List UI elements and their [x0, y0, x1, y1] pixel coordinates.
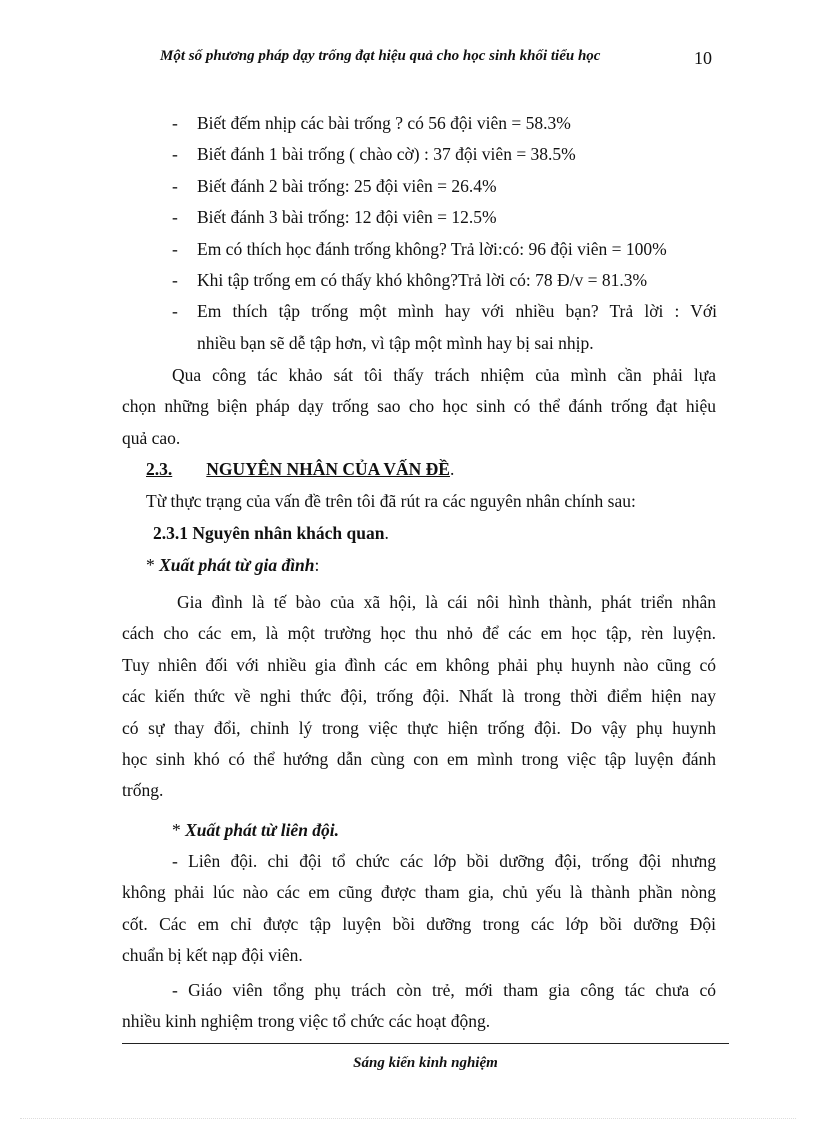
union-heading: * Xuất phát từ liên đội. [172, 820, 340, 840]
union-paragraph-2: - Giáo viên tổng phụ trách còn trẻ, mới tham gia công tác chưa có nhiều kinh nghiệm trong việc tổ chức các hoạt động. [122, 980, 716, 1032]
list-item-continuation: nhiều bạn sẽ dễ tập hơn, vì tập một mình hay bị sai nhịp. [197, 332, 594, 353]
list-item: - Em có thích học đánh trống không? Trả lời:có: 96 đội viên = 100% [172, 238, 667, 259]
family-heading: * Xuất phát từ gia đình: [146, 555, 320, 575]
list-item: - Biết đánh 1 bài trống ( chào cờ) : 37 đội viên = 38.5% [172, 144, 576, 165]
list-item: - Biết đánh 3 bài trống: 12 đội viên = 12.5% [172, 207, 497, 228]
family-paragraph: Gia đình là tế bào của xã hội, là cái nôi hình thành, phát triển nhân cách cho các em, là một trường học thu nhỏ để các em học tập, rèn luyện. Tuy nhiên đối với nhiều gia đình các em không phải phụ huynh nào cũng có các kiến thức về nghi thức đội, trống đội. Nhất là trong thời điểm hiện nay có sự thay đổi, chỉnh lý trong việc thực hiện trống đội. Do vậy phụ huynh học sinh khó có thể hướng dẫn cùng con em mình trong việc tập luyện đánh trống. [122, 592, 716, 801]
running-header: Một số phương pháp dạy trống đạt hiệu quả cho học sinh khối tiểu học [160, 48, 601, 64]
list-item: - Em thích tập trống một mình hay với nhiều bạn? Trả lời : Với [172, 301, 717, 322]
page-bottom-divider [20, 1118, 796, 1119]
list-item: - Biết đếm nhịp các bài trống ? có 56 đội viên = 58.3% [172, 113, 571, 133]
list-item: - Biết đánh 2 bài trống: 25 đội viên = 26.4% [172, 175, 497, 196]
running-footer: Sáng kiến kinh nghiệm [353, 1055, 498, 1071]
section-heading: 2.3. NGUYÊN NHÂN CỦA VẤN ĐỀ. [146, 459, 455, 479]
footer-divider [122, 1043, 729, 1044]
list-item: - Khi tập trống em có thấy khó không?Trả lời có: 78 Đ/v = 81.3% [172, 270, 648, 291]
survey-results-list [172, 108, 717, 359]
union-paragraph-1: - Liên đội. chi đội tổ chức các lớp bồi dưỡng đội, trống đội nhưng không phải lúc nào các em cũng được tham gia, chủ yếu là thành phần nòng cốt. Các em chỉ được tập luyện bồi dưỡng trong các lớp bồi dưỡng Đội chuẩn bị kết nạp đội viên. [122, 851, 716, 966]
page-number: 10 [694, 48, 712, 68]
section-intro: Từ thực trạng của vấn đề trên tôi đã rút ra các nguyên nhân chính sau: [146, 491, 636, 511]
sub-heading: 2.3.1 Nguyên nhân khách quan. [153, 523, 389, 543]
summary-paragraph: Qua công tác khảo sát tôi thấy trách nhiệm của mình cần phải lựa chọn những biện pháp dạy trống sao cho học sinh có thể đánh trống đạt hiệu quả cao. [122, 365, 716, 448]
